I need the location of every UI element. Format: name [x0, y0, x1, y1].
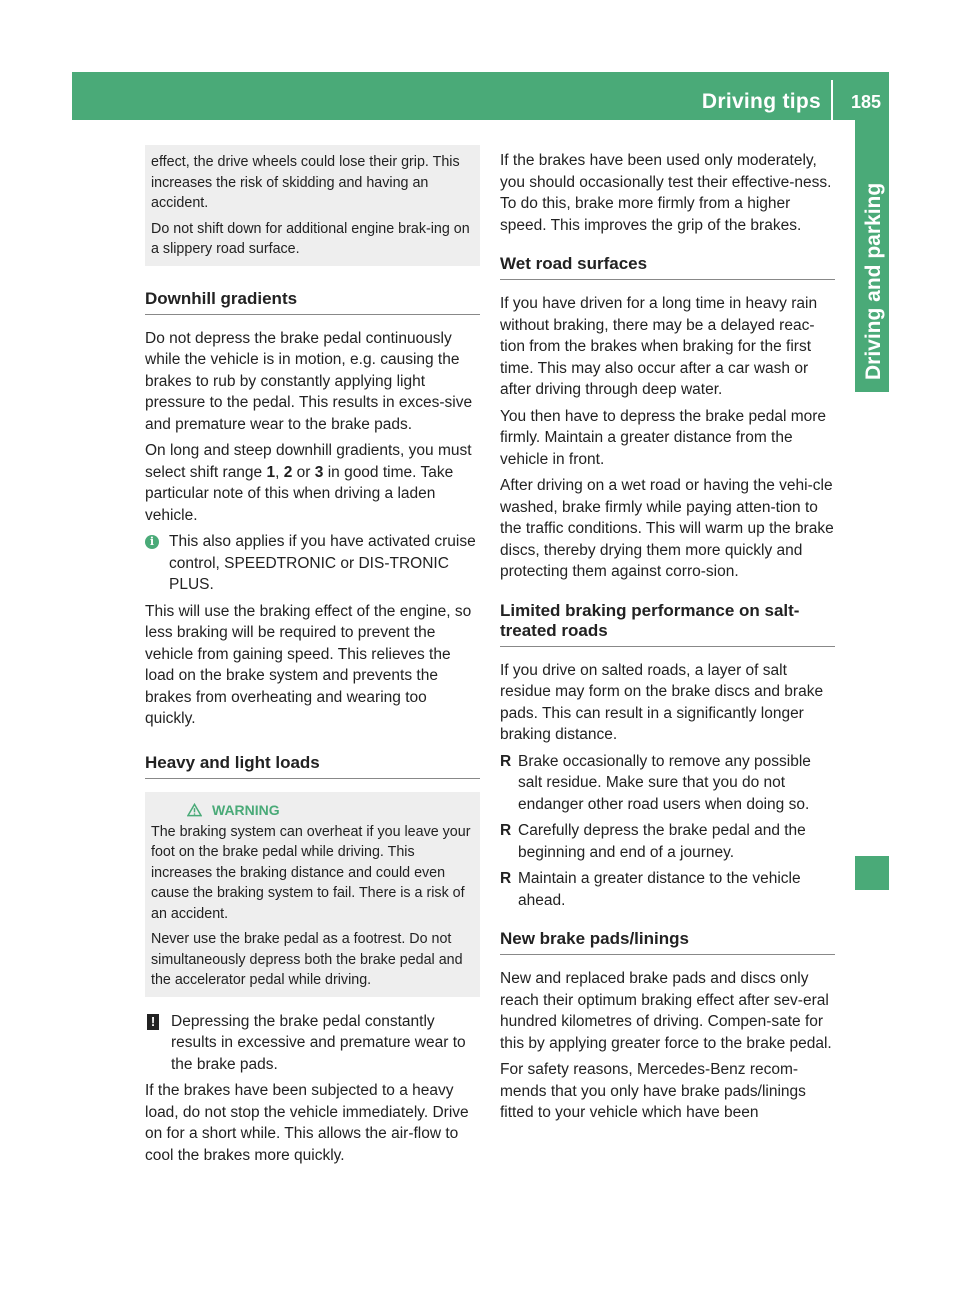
info-icon: i — [145, 535, 159, 549]
paragraph: If you drive on salted roads, a layer of salt residue may form on the brake discs and brake pads. This can result in a significantly longer braking distance. — [500, 661, 824, 743]
list-item: R Maintain a greater distance to the vehicle ahead. — [500, 868, 835, 911]
list-item: R Carefully depress the brake pedal and the beginning and end of a journey. — [500, 820, 835, 863]
left-column — [145, 145, 480, 1171]
note-text: Depressing the brake pedal constantly results in excessive and premature wear to the brake pads. — [171, 1012, 466, 1073]
page-number: 185 — [850, 92, 881, 112]
warning-triangle-icon — [187, 803, 202, 817]
warning-label: WARNING — [212, 801, 280, 818]
info-note — [145, 531, 480, 596]
paragraph: New and replaced brake pads and discs only reach their optimum braking effect after sev-eral hundred kilometres of driving. Compen-sate for this by applying greater force to the brake pedal. — [500, 970, 832, 1052]
warning-header — [187, 802, 474, 818]
section-heading: Wet road surfaces — [500, 254, 835, 280]
list-item: R Brake occasionally to remove any possible salt residue. Make sure that you do not endanger other road users when doing so. — [500, 751, 835, 816]
paragraph: This will use the braking effect of the engine, so less braking will be required to prevent the vehicle from gaining speed. This relieves the load on the brake system and prevents the brakes from overheating and wearing too quickly. — [145, 602, 472, 727]
section-heading: Limited braking performance on salt-treated roads — [500, 601, 835, 647]
shift-range: 3 — [314, 463, 324, 481]
paragraph: For safety reasons, Mercedes-Benz recom-mends that you only have brake pads/linings fitted to your vehicle which have been — [500, 1061, 806, 1121]
section-heading: Downhill gradients — [145, 289, 480, 315]
paragraph: On long and steep downhill gradients, you must select shift range 1, 2 or 3 in good time. Take particular note of this when driving a laden vehicle. — [145, 442, 472, 524]
header-divider — [831, 80, 833, 120]
paragraph: Do not depress the brake pedal continuously while the vehicle is in motion, e.g. causing the brakes to rub by constantly applying light pressure to the pedal. This results in exces-sive and premature wear to the brake pads. — [145, 329, 473, 433]
note-text: This also applies if you have activated cruise control, SPEEDTRONIC or DIS-TRONIC PLUS. — [169, 533, 476, 593]
paragraph: You then have to depress the brake pedal more firmly. Maintain a greater distance from the vehicle in front. — [500, 407, 827, 468]
bullet-icon: R — [500, 822, 512, 839]
bullet-list — [500, 751, 835, 912]
warning-text: Never use the brake pedal as a footrest. Do not simultaneously depress both the brake pedal and the accelerator pedal while driving. — [151, 931, 463, 988]
paragraph: If the brakes have been used only moderately, you should occasionally test their effective-ness. To do this, brake more firmly from a higher speed. This improves the grip of the brakes. — [500, 152, 832, 234]
paragraph: After driving on a wet road or having the vehi-cle washed, brake firmly while paying atten-tion to the traffic conditions. This will warm up the brake discs, thereby drying them more quickly and protecting them against corro-sion. — [500, 477, 834, 580]
chapter-marker — [855, 856, 889, 890]
shift-range: 1 — [266, 463, 276, 481]
warning-text: effect, the drive wheels could lose their grip. This increases the risk of skidding and having an accident. — [151, 154, 460, 211]
section-heading: Heavy and light loads — [145, 753, 480, 779]
section-heading: New brake pads/linings — [500, 929, 835, 955]
header-bar — [72, 72, 889, 120]
warning-text: The braking system can overheat if you leave your foot on the brake pedal while driving. This increases the braking distance and could even cause the braking system to fail. There is a risk of an accident. — [151, 823, 471, 922]
section-title: Driving tips — [701, 90, 821, 113]
chapter-tab-label: Driving and parking — [862, 182, 885, 380]
caution-note — [145, 1011, 480, 1076]
warning-text: Do not shift down for additional engine brak-ing on a slippery road surface. — [151, 220, 470, 257]
warning-box — [145, 792, 480, 997]
bullet-icon: R — [500, 752, 512, 770]
shift-range: 2 — [283, 463, 293, 481]
continued-warning-box — [145, 145, 480, 266]
paragraph: If the brakes have been subjected to a heavy load, do not stop the vehicle immediately. Drive on for a short while. This allows the air-flow to cool the brakes more quickly. — [145, 1082, 469, 1164]
right-column — [500, 150, 835, 1129]
bullet-icon: R — [500, 870, 512, 887]
paragraph: If you have driven for a long time in heavy rain without braking, there may be a delayed reac-tion from the brakes when braking for the first time. This may also occur after a car wash or after driving through deep water. — [500, 295, 818, 398]
exclamation-icon: ! — [147, 1014, 159, 1030]
